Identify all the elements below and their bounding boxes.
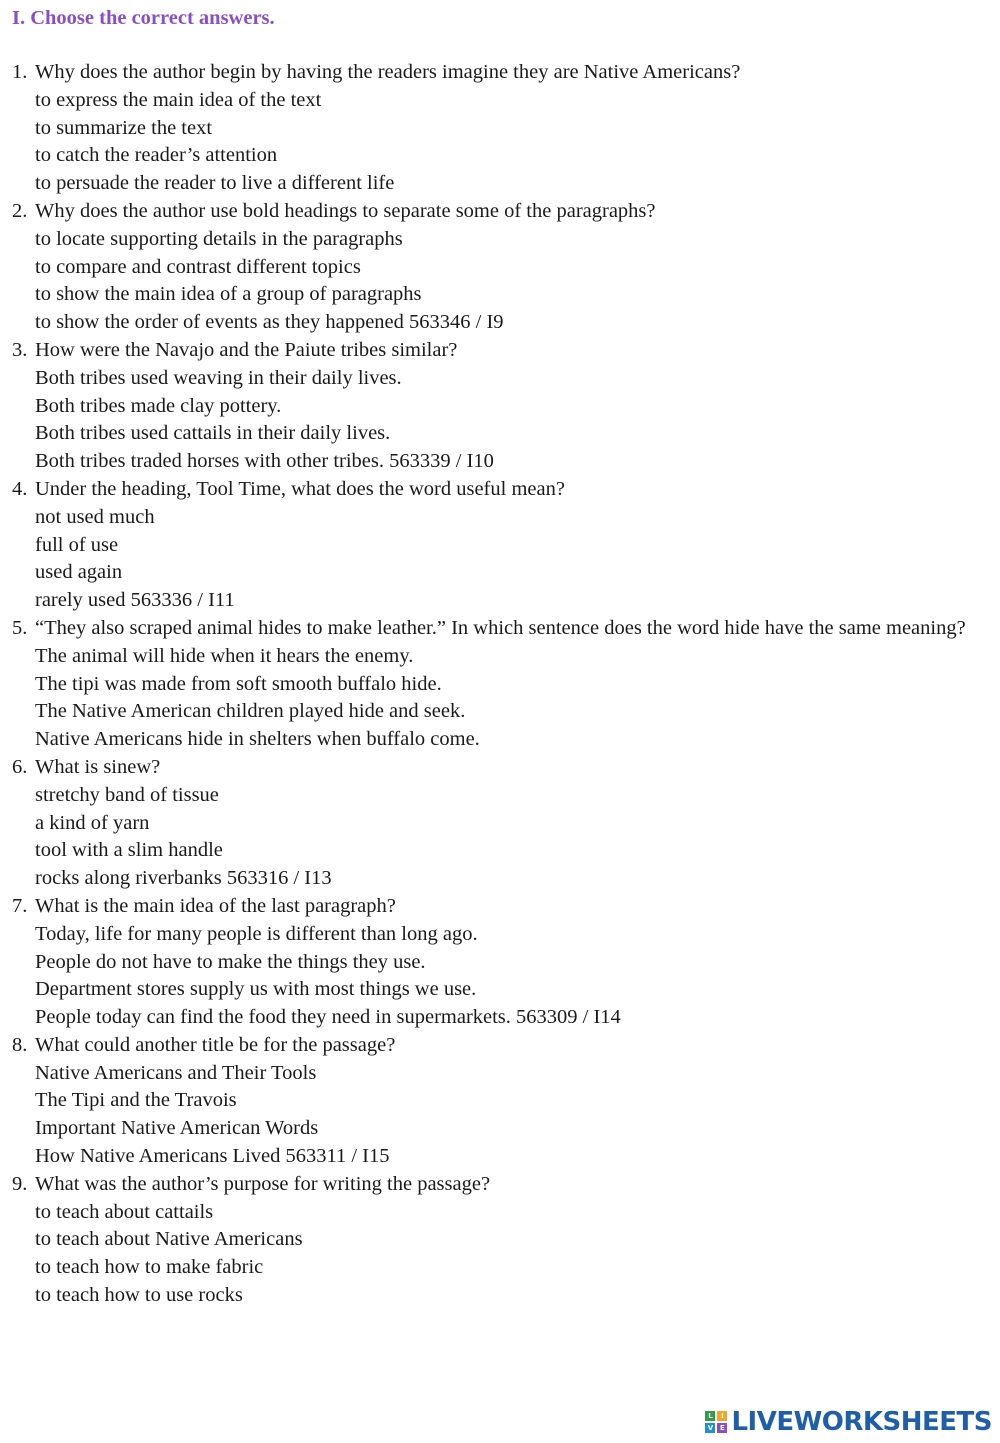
question-6 (12, 754, 992, 893)
question-stem (12, 754, 992, 782)
question-2 (12, 198, 992, 337)
answer-option[interactable]: Both tribes made clay pottery. (35, 394, 282, 417)
question-text: What was the author’s purpose for writing the passage? (35, 1172, 491, 1195)
logo-text: LIVEWORKSHEETS (731, 1407, 992, 1437)
question-number: 8. (12, 1033, 28, 1056)
question-number: 5. (12, 616, 28, 639)
question-stem (12, 476, 992, 504)
answer-option[interactable]: to teach about cattails (35, 1200, 214, 1223)
question-stem (12, 59, 992, 87)
answer-option[interactable]: Today, life for many people is different than long ago. (35, 922, 478, 945)
question-stem (12, 615, 992, 643)
question-stem (12, 893, 992, 921)
question-text: What is the main idea of the last paragraph? (35, 894, 396, 917)
answer-option[interactable]: stretchy band of tissue (35, 783, 219, 806)
answer-option[interactable]: tool with a slim handle (35, 839, 223, 862)
answer-option[interactable]: used again (35, 561, 123, 584)
logo-block: V (705, 1423, 715, 1433)
question-list (12, 59, 992, 1310)
answer-option[interactable]: to summarize the text (35, 116, 213, 139)
answer-option[interactable]: The tipi was made from soft smooth buffalo hide. (35, 672, 442, 695)
question-number: 3. (12, 338, 28, 361)
answer-option[interactable]: Native Americans hide in shelters when buffalo come. (35, 728, 480, 751)
answer-option[interactable]: to show the order of events as they happened 563346 / I9 (35, 311, 504, 334)
answer-option[interactable]: Both tribes used weaving in their daily lives. (35, 366, 402, 389)
question-text: “They also scraped animal hides to make leather.” In which sentence does the word hide have the same meaning? (35, 616, 966, 639)
question-number: 9. (12, 1172, 28, 1195)
question-text: Why does the author use bold headings to separate some of the paragraphs? (35, 199, 656, 222)
question-number: 1. (12, 61, 28, 83)
question-8 (12, 1032, 992, 1171)
answer-option[interactable]: Department stores supply us with most things we use. (35, 978, 477, 1001)
answer-option[interactable]: to express the main idea of the text (35, 88, 322, 111)
question-number: 7. (12, 894, 28, 917)
answer-option[interactable]: rarely used 563336 / I11 (35, 589, 235, 612)
question-text: What is sinew? (35, 755, 161, 778)
answer-option[interactable]: How Native Americans Lived 563311 / I15 (35, 1145, 390, 1168)
answer-option[interactable]: Important Native American Words (35, 1117, 319, 1140)
answer-option[interactable]: to persuade the reader to live a different life (35, 172, 395, 195)
answer-option[interactable]: People do not have to make the things they use. (35, 950, 426, 973)
question-7 (12, 893, 992, 1032)
logo-block: L (705, 1411, 715, 1421)
answer-option[interactable]: Native Americans and Their Tools (35, 1061, 317, 1084)
question-text: Why does the author begin by having the readers imagine they are Native Americans? (35, 61, 741, 83)
question-number: 6. (12, 755, 28, 778)
logo-block: E (717, 1423, 727, 1433)
answer-option[interactable]: to teach how to make fabric (35, 1256, 264, 1279)
answer-option[interactable]: Both tribes traded horses with other tribes. 563339 / I10 (35, 450, 494, 473)
question-number: 2. (12, 199, 28, 222)
logo-blocks-icon (705, 1411, 727, 1433)
answer-option[interactable]: to locate supporting details in the paragraphs (35, 227, 403, 250)
question-stem (12, 1032, 992, 1060)
section-title: I. Choose the correct answers. (12, 7, 275, 29)
answer-option[interactable]: to teach how to use rocks (35, 1284, 243, 1307)
question-text: Under the heading, Tool Time, what does the word useful mean? (35, 477, 565, 500)
answer-option[interactable]: to show the main idea of a group of paragraphs (35, 283, 422, 306)
question-number: 4. (12, 477, 28, 500)
logo-block: I (717, 1411, 727, 1421)
answer-option[interactable]: to compare and contrast different topics (35, 255, 361, 278)
liveworksheets-logo (705, 1407, 992, 1437)
answer-option[interactable]: People today can find the food they need in supermarkets. 563309 / I14 (35, 1006, 621, 1029)
question-1 (12, 59, 992, 198)
question-stem (12, 1171, 992, 1199)
question-stem (12, 337, 992, 365)
answer-option[interactable]: The Tipi and the Travois (35, 1089, 237, 1112)
question-text: What could another title be for the passage? (35, 1033, 396, 1056)
answer-option[interactable]: not used much (35, 505, 155, 528)
question-text: How were the Navajo and the Paiute tribes similar? (35, 338, 458, 361)
answer-option[interactable]: Both tribes used cattails in their daily lives. (35, 422, 391, 445)
question-4 (12, 476, 992, 615)
question-5 (12, 615, 992, 754)
answer-option[interactable]: The animal will hide when it hears the enemy. (35, 644, 414, 667)
answer-option[interactable]: to teach about Native Americans (35, 1228, 303, 1251)
answer-option[interactable]: a kind of yarn (35, 811, 150, 834)
question-stem (12, 198, 992, 226)
question-3 (12, 337, 992, 476)
question-9 (12, 1171, 992, 1310)
answer-option[interactable]: rocks along riverbanks 563316 / I13 (35, 867, 332, 890)
answer-option[interactable]: The Native American children played hide and seek. (35, 700, 466, 723)
answer-option[interactable]: to catch the reader’s attention (35, 144, 278, 167)
answer-option[interactable]: full of use (35, 533, 119, 556)
